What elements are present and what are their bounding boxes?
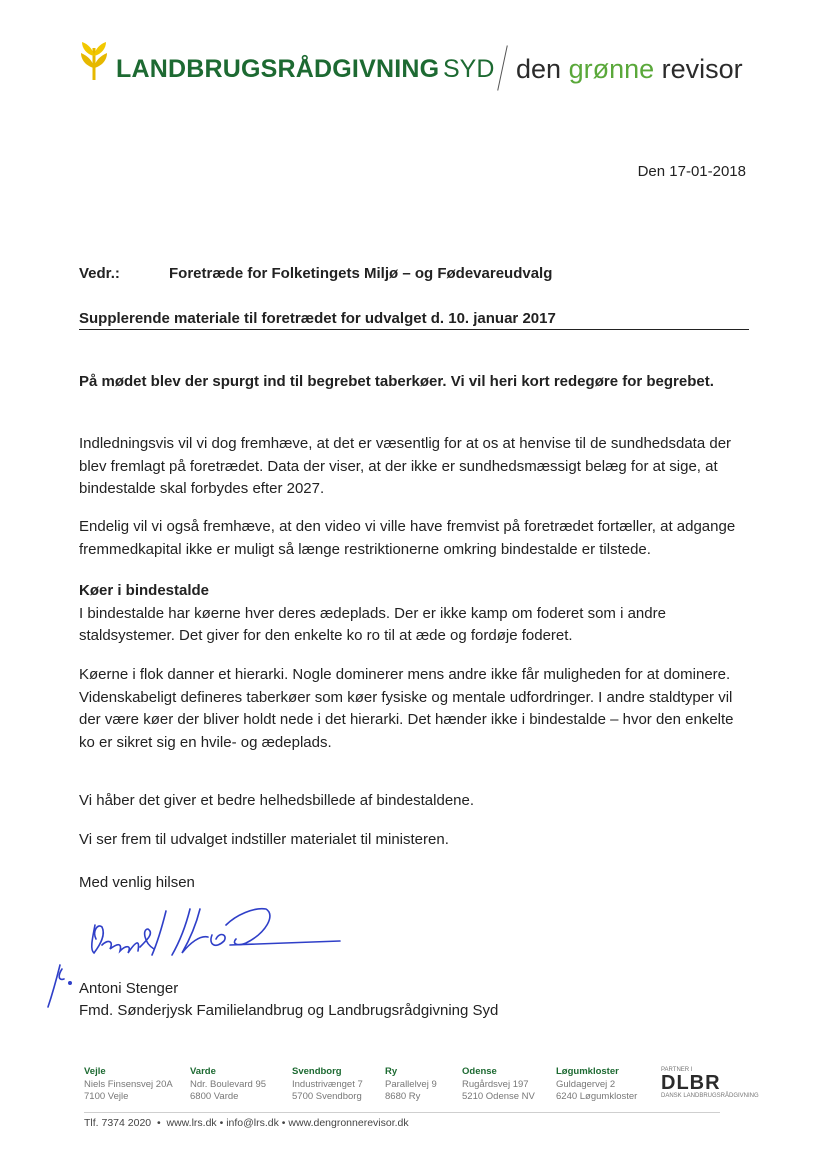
office-odense: Odense Rugårdsvej 197 5210 Odense NV [462, 1066, 535, 1102]
section-cows: Køer i bindestalde I bindestalde har køerne hver deres ædeplads. Der er ikke kamp om foderet som i andre staldsystemer. Det giver for den enkelte ko ro til at æde og fordøje foderet. [79, 580, 759, 648]
partner-logo: PARTNER I DLBR DANSK LANDBRUGSRÅDGIVNING [661, 1067, 759, 1099]
letter-date: Den 17-01-2018 [637, 163, 746, 180]
paragraph-2: Endelig vil vi også fremhæve, at den video vi ville have fremvist på foretrædet fortæller, at adgange fremmedkapital ikke er muligt så længe restriktionerne omkring bindestalde er tilstede. [79, 518, 736, 558]
regarding-text: Foretræde for Folketingets Miljø – og Fødevareudvalg [169, 265, 553, 282]
company-logo [78, 42, 758, 92]
footer-divider [84, 1112, 720, 1113]
intro-text: På mødet blev der spurgt ind til begrebet taberkøer. Vi vil heri kort redegøre for begrebet. [79, 373, 714, 390]
office-varde: Varde Ndr. Boulevard 95 6800 Varde [190, 1066, 267, 1102]
office-ry: Ry Parallelvej 9 8680 Ry [385, 1066, 437, 1102]
subject-underline [79, 329, 749, 330]
footer-contact: Tlf. 7374 2020 • www.lrs.dk • info@lrs.dk • www.dengronnerevisor.dk [84, 1117, 409, 1129]
company-region: SYD [443, 55, 495, 83]
dlbr-logo: DLBR [661, 1072, 721, 1094]
regarding-label: Vedr.: [79, 265, 120, 282]
paragraph-4: Køerne i flok danner et hierarki. Nogle dominerer mens andre ikke får muligheden for at dominere. Videnskabeligt defineres taberkøer som køer fysiske og mentale udfordringer. I andre staldtyper vil der være køer der bliver holdt nede i det hierarki. Det hænder ikke i bindestalde – hvor den enkelte ko er sikret sig en hvile- og ædeplads. [79, 666, 734, 751]
section-heading: Køer i bindestalde [79, 582, 210, 599]
footer-phone: Tlf. 7374 2020 [84, 1117, 152, 1129]
subject-line: Supplerende materiale til foretrædet for udvalget d. 10. januar 2017 [79, 310, 556, 327]
office-svendborg: Svendborg Industrivænget 7 5700 Svendborg [292, 1066, 363, 1102]
company-name: LANDBRUGSRÅDGIVNING [116, 55, 440, 83]
wheat-icon [78, 42, 110, 82]
signer-title: Fmd. Sønderjysk Familielandbrug og Landbrugsrådgivning Syd [79, 1002, 499, 1019]
office-vejle: Vejle Niels Finsensvej 20A 7100 Vejle [84, 1066, 173, 1102]
closing: Med venlig hilsen [79, 874, 195, 891]
paragraph-5: Vi håber det giver et bedre helhedsbillede af bindestaldene. [79, 792, 475, 809]
paragraph-1: Indledningsvis vil vi dog fremhæve, at det er væsentlig for at os at henvise til de sundhedsdata der blev fremlagt på foretrædet. Data der viser, at der ikke er sundhedsmæssigt belæg for at sige, at bindestalde skal forbydes efter 2027. [79, 435, 732, 497]
signer-name: Antoni Stenger [79, 980, 179, 997]
paragraph-6: Vi ser frem til udvalget indstiller materialet til ministeren. [79, 831, 449, 848]
logo-divider [497, 45, 508, 90]
footer-email[interactable]: info@lrs.dk [226, 1117, 279, 1129]
footer-website[interactable]: www.lrs.dk [166, 1117, 217, 1129]
signer-block [79, 978, 498, 1022]
office-logumkloster: Løgumkloster Guldagervej 2 6240 Løgumkloster [556, 1066, 638, 1102]
footer-website-2[interactable]: www.dengronnerevisor.dk [288, 1117, 409, 1129]
brand-name: den grønne revisor [516, 54, 743, 84]
